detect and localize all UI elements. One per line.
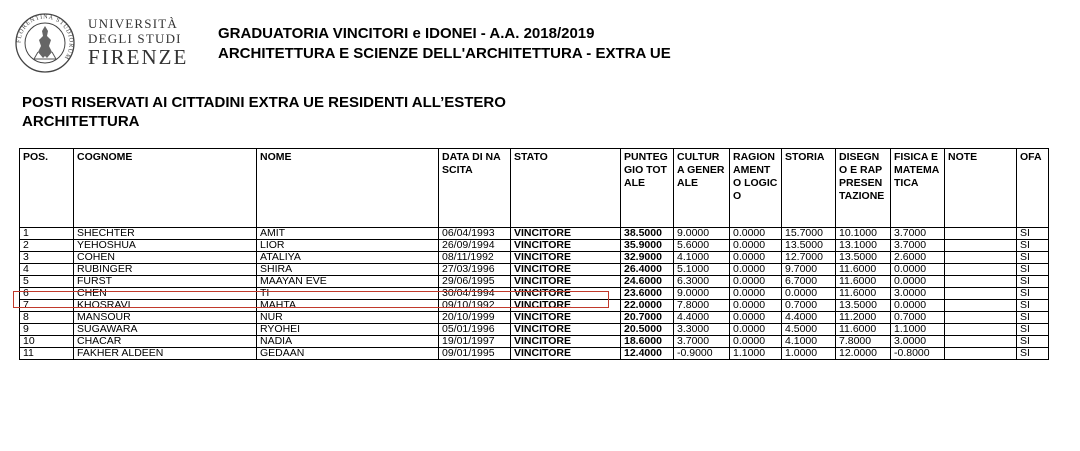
cell-nome: AMIT bbox=[257, 228, 439, 240]
cell-ofa: SI bbox=[1017, 228, 1049, 240]
column-header-storia: STORIA bbox=[782, 149, 836, 228]
cell-disegno: 11.2000 bbox=[836, 312, 891, 324]
cell-nome: NADIA bbox=[257, 336, 439, 348]
column-header-cognome: COGNOME bbox=[74, 149, 257, 228]
cell-nome: TI bbox=[257, 288, 439, 300]
cell-note bbox=[945, 228, 1017, 240]
cell-nome: SHIRA bbox=[257, 264, 439, 276]
cell-punteggio-totale: 22.0000 bbox=[621, 300, 674, 312]
column-header-punteggio-totale: PUNTEG GIO TOTALE bbox=[621, 149, 674, 228]
cell-data-nascita: 06/04/1993 bbox=[439, 228, 511, 240]
cell-cognome: SUGAWARA bbox=[74, 324, 257, 336]
cell-stato: VINCITORE bbox=[511, 276, 621, 288]
cell-ragionamento-logico: 0.0000 bbox=[730, 324, 782, 336]
cell-ofa: SI bbox=[1017, 300, 1049, 312]
cell-note bbox=[945, 240, 1017, 252]
cell-fisica-matematica: 2.6000 bbox=[891, 252, 945, 264]
cell-data-nascita: 27/03/1996 bbox=[439, 264, 511, 276]
cell-data-nascita: 05/01/1996 bbox=[439, 324, 511, 336]
column-header-note: NOTE bbox=[945, 149, 1017, 228]
logo-line-1: UNIVERSITÀ bbox=[88, 16, 178, 31]
cell-data-nascita: 30/04/1994 bbox=[439, 288, 511, 300]
cell-note bbox=[945, 348, 1017, 360]
document-subtitle: ARCHITETTURA E SCIENZE DELL'ARCHITETTURA - EXTRA UE bbox=[218, 45, 671, 62]
cell-fisica-matematica: 3.0000 bbox=[891, 288, 945, 300]
cell-stato: VINCITORE bbox=[511, 336, 621, 348]
cell-fisica-matematica: 3.7000 bbox=[891, 240, 945, 252]
cell-fisica-matematica: 0.0000 bbox=[891, 276, 945, 288]
cell-cultura-generale: -0.9000 bbox=[674, 348, 730, 360]
cell-cultura-generale: 5.1000 bbox=[674, 264, 730, 276]
cell-ragionamento-logico: 0.0000 bbox=[730, 276, 782, 288]
cell-pos: 6 bbox=[20, 288, 74, 300]
cell-data-nascita: 29/06/1995 bbox=[439, 276, 511, 288]
cell-fisica-matematica: 0.0000 bbox=[891, 264, 945, 276]
column-header-pos: POS. bbox=[20, 149, 74, 228]
cell-cognome: SHECHTER bbox=[74, 228, 257, 240]
cell-note bbox=[945, 336, 1017, 348]
cell-ragionamento-logico: 0.0000 bbox=[730, 300, 782, 312]
cell-punteggio-totale: 35.9000 bbox=[621, 240, 674, 252]
cell-storia: 15.7000 bbox=[782, 228, 836, 240]
cell-cognome: MANSOUR bbox=[74, 312, 257, 324]
cell-cognome: FURST bbox=[74, 276, 257, 288]
cell-disegno: 11.6000 bbox=[836, 288, 891, 300]
cell-nome: GEDAAN bbox=[257, 348, 439, 360]
cell-stato: VINCITORE bbox=[511, 348, 621, 360]
table-row bbox=[20, 324, 1049, 336]
cell-stato: VINCITORE bbox=[511, 324, 621, 336]
cell-ofa: SI bbox=[1017, 312, 1049, 324]
cell-disegno: 13.5000 bbox=[836, 252, 891, 264]
cell-punteggio-totale: 20.7000 bbox=[621, 312, 674, 324]
cell-punteggio-totale: 12.4000 bbox=[621, 348, 674, 360]
cell-disegno: 11.6000 bbox=[836, 264, 891, 276]
cell-cognome: RUBINGER bbox=[74, 264, 257, 276]
cell-nome: LIOR bbox=[257, 240, 439, 252]
cell-data-nascita: 09/01/1995 bbox=[439, 348, 511, 360]
column-header-data-nascita: DATA DI NASCITA bbox=[439, 149, 511, 228]
cell-note bbox=[945, 276, 1017, 288]
cell-pos: 4 bbox=[20, 264, 74, 276]
section-title: POSTI RISERVATI AI CITTADINI EXTRA UE RESIDENTI ALL’ESTERO bbox=[22, 94, 506, 111]
cell-note bbox=[945, 288, 1017, 300]
cell-ofa: SI bbox=[1017, 336, 1049, 348]
cell-storia: 6.7000 bbox=[782, 276, 836, 288]
cell-storia: 0.0000 bbox=[782, 288, 836, 300]
table-row bbox=[20, 240, 1049, 252]
cell-nome: ATALIYA bbox=[257, 252, 439, 264]
cell-data-nascita: 09/10/1992 bbox=[439, 300, 511, 312]
cell-nome: MAHTA bbox=[257, 300, 439, 312]
cell-data-nascita: 20/10/1999 bbox=[439, 312, 511, 324]
seal-lettering: FLORENTINA STUDIORUM bbox=[15, 13, 75, 62]
cell-storia: 9.7000 bbox=[782, 264, 836, 276]
university-name bbox=[88, 16, 188, 68]
cell-disegno: 13.5000 bbox=[836, 300, 891, 312]
cell-punteggio-totale: 24.6000 bbox=[621, 276, 674, 288]
cell-pos: 1 bbox=[20, 228, 74, 240]
document-title: GRADUATORIA VINCITORI e IDONEI - A.A. 2018/2019 bbox=[218, 25, 595, 42]
cell-ofa: SI bbox=[1017, 276, 1049, 288]
cell-ofa: SI bbox=[1017, 264, 1049, 276]
cell-note bbox=[945, 264, 1017, 276]
cell-cultura-generale: 3.3000 bbox=[674, 324, 730, 336]
logo-line-2: DEGLI STUDI bbox=[88, 31, 182, 46]
cell-cognome: COHEN bbox=[74, 252, 257, 264]
cell-punteggio-totale: 18.6000 bbox=[621, 336, 674, 348]
table-row bbox=[20, 252, 1049, 264]
cell-data-nascita: 08/11/1992 bbox=[439, 252, 511, 264]
column-header-ragionamento-logico: RAGION AMENTO LOGICO bbox=[730, 149, 782, 228]
cell-data-nascita: 26/09/1994 bbox=[439, 240, 511, 252]
cell-data-nascita: 19/01/1997 bbox=[439, 336, 511, 348]
cell-storia: 0.7000 bbox=[782, 300, 836, 312]
cell-disegno: 10.1000 bbox=[836, 228, 891, 240]
cell-cultura-generale: 9.0000 bbox=[674, 288, 730, 300]
column-header-disegno: DISEGN O E RAP PRESEN TAZIONE bbox=[836, 149, 891, 228]
table-row bbox=[20, 348, 1049, 360]
cell-punteggio-totale: 32.9000 bbox=[621, 252, 674, 264]
cell-cultura-generale: 9.0000 bbox=[674, 228, 730, 240]
cell-pos: 2 bbox=[20, 240, 74, 252]
column-header-cultura-generale: CULTUR A GENER ALE bbox=[674, 149, 730, 228]
cell-cultura-generale: 4.1000 bbox=[674, 252, 730, 264]
university-seal-icon bbox=[14, 12, 76, 74]
cell-storia: 1.0000 bbox=[782, 348, 836, 360]
cell-storia: 4.4000 bbox=[782, 312, 836, 324]
cell-ragionamento-logico: 0.0000 bbox=[730, 312, 782, 324]
cell-punteggio-totale: 26.4000 bbox=[621, 264, 674, 276]
cell-nome: NUR bbox=[257, 312, 439, 324]
cell-disegno: 7.8000 bbox=[836, 336, 891, 348]
cell-ragionamento-logico: 0.0000 bbox=[730, 252, 782, 264]
ranking-table bbox=[19, 148, 1049, 360]
cell-stato: VINCITORE bbox=[511, 240, 621, 252]
cell-ofa: SI bbox=[1017, 348, 1049, 360]
cell-ofa: SI bbox=[1017, 288, 1049, 300]
cell-storia: 12.7000 bbox=[782, 252, 836, 264]
document-header bbox=[218, 24, 671, 64]
cell-stato: VINCITORE bbox=[511, 264, 621, 276]
cell-storia: 4.5000 bbox=[782, 324, 836, 336]
cell-ofa: SI bbox=[1017, 240, 1049, 252]
cell-cultura-generale: 6.3000 bbox=[674, 276, 730, 288]
cell-disegno: 11.6000 bbox=[836, 324, 891, 336]
cell-fisica-matematica: 1.1000 bbox=[891, 324, 945, 336]
cell-pos: 11 bbox=[20, 348, 74, 360]
table-row bbox=[20, 264, 1049, 276]
cell-punteggio-totale: 38.5000 bbox=[621, 228, 674, 240]
table-row bbox=[20, 300, 1049, 312]
cell-disegno: 12.0000 bbox=[836, 348, 891, 360]
cell-cultura-generale: 7.8000 bbox=[674, 300, 730, 312]
column-header-stato: STATO bbox=[511, 149, 621, 228]
cell-stato: VINCITORE bbox=[511, 312, 621, 324]
cell-fisica-matematica: 3.7000 bbox=[891, 228, 945, 240]
cell-cultura-generale: 5.6000 bbox=[674, 240, 730, 252]
cell-ofa: SI bbox=[1017, 324, 1049, 336]
cell-cognome: FAKHER ALDEEN bbox=[74, 348, 257, 360]
column-header-nome: NOME bbox=[257, 149, 439, 228]
cell-cognome: YEHOSHUA bbox=[74, 240, 257, 252]
cell-ofa: SI bbox=[1017, 252, 1049, 264]
cell-cultura-generale: 4.4000 bbox=[674, 312, 730, 324]
column-header-fisica-matematica: FISICA E MATEMA TICA bbox=[891, 149, 945, 228]
cell-note bbox=[945, 324, 1017, 336]
table-row bbox=[20, 288, 1049, 300]
cell-storia: 4.1000 bbox=[782, 336, 836, 348]
table-row bbox=[20, 228, 1049, 240]
cell-nome: RYOHEI bbox=[257, 324, 439, 336]
section-header bbox=[22, 93, 506, 131]
cell-ragionamento-logico: 0.0000 bbox=[730, 228, 782, 240]
cell-storia: 13.5000 bbox=[782, 240, 836, 252]
cell-punteggio-totale: 23.6000 bbox=[621, 288, 674, 300]
cell-stato: VINCITORE bbox=[511, 288, 621, 300]
cell-fisica-matematica: 0.0000 bbox=[891, 300, 945, 312]
table-row bbox=[20, 312, 1049, 324]
cell-ragionamento-logico: 0.0000 bbox=[730, 288, 782, 300]
cell-cognome: KHOSRAVI bbox=[74, 300, 257, 312]
table-row bbox=[20, 276, 1049, 288]
cell-note bbox=[945, 252, 1017, 264]
cell-stato: VINCITORE bbox=[511, 300, 621, 312]
table-header-row bbox=[20, 149, 1049, 228]
cell-ragionamento-logico: 0.0000 bbox=[730, 336, 782, 348]
course-name: ARCHITETTURA bbox=[22, 113, 140, 130]
cell-fisica-matematica: 0.7000 bbox=[891, 312, 945, 324]
cell-stato: VINCITORE bbox=[511, 252, 621, 264]
cell-pos: 3 bbox=[20, 252, 74, 264]
column-header-ofa: OFA bbox=[1017, 149, 1049, 228]
cell-pos: 5 bbox=[20, 276, 74, 288]
cell-ragionamento-logico: 0.0000 bbox=[730, 264, 782, 276]
cell-cognome: CHEN bbox=[74, 288, 257, 300]
cell-pos: 7 bbox=[20, 300, 74, 312]
cell-cultura-generale: 3.7000 bbox=[674, 336, 730, 348]
cell-ragionamento-logico: 1.1000 bbox=[730, 348, 782, 360]
cell-nome: MAAYAN EVE bbox=[257, 276, 439, 288]
cell-pos: 10 bbox=[20, 336, 74, 348]
cell-punteggio-totale: 20.5000 bbox=[621, 324, 674, 336]
cell-disegno: 11.6000 bbox=[836, 276, 891, 288]
cell-disegno: 13.1000 bbox=[836, 240, 891, 252]
cell-pos: 9 bbox=[20, 324, 74, 336]
cell-note bbox=[945, 312, 1017, 324]
cell-fisica-matematica: 3.0000 bbox=[891, 336, 945, 348]
cell-stato: VINCITORE bbox=[511, 228, 621, 240]
cell-fisica-matematica: -0.8000 bbox=[891, 348, 945, 360]
cell-pos: 8 bbox=[20, 312, 74, 324]
cell-note bbox=[945, 300, 1017, 312]
logo-line-3: FIRENZE bbox=[88, 45, 189, 69]
cell-cognome: CHACAR bbox=[74, 336, 257, 348]
table-row bbox=[20, 336, 1049, 348]
cell-ragionamento-logico: 0.0000 bbox=[730, 240, 782, 252]
